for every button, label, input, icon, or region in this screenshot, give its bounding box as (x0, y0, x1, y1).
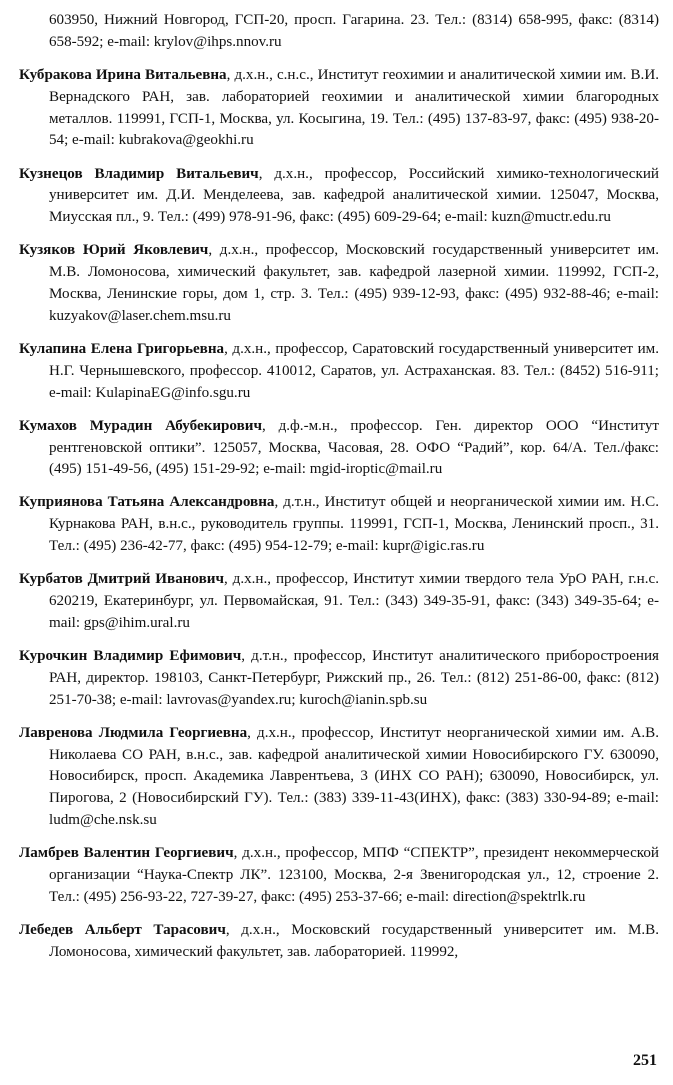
entry-continuation (19, 10, 659, 54)
entry-name: Курочкин Владимир Ефимович (19, 648, 242, 665)
page-number: 251 (633, 1052, 657, 1069)
entry-kulapina (19, 339, 659, 404)
entry-name: Кумахов Мурадин Абубекирович (19, 417, 262, 434)
entry-kumakhov (19, 416, 659, 481)
entry-name: Курбатов Дмитрий Иванович (19, 571, 224, 588)
entry-text: , д.х.н., профессор, Московский государственный университет им. М.В. Ломоносова, химический факультет, зав. кафедрой лазерной химии. 119992, ГСП-2, Москва, Ленинские горы, дом 1, стр. 3. Тел.: (495) 939-12-93, факс: (495) 932-88-46; e-mail: kuzyakov@laser.chem.msu.ru (49, 242, 659, 324)
entry-text: , д.х.н., профессор, Саратовский государственный университет им. Н.Г. Чернышевского, профессор. 410012, Саратов, ул. Астраханская. 83. Тел.: (8452) 516-911; e-mail: KulapinaEG@info.sgu.ru (49, 340, 659, 401)
entry-name: Куприянова Татьяна Александровна (19, 494, 275, 511)
entry-text: , д.х.н., с.н.с., Институт геохимии и аналитической химии им. В.И. Вернадского РАН, зав. лабораторией геохимии и аналитической химии благородных металлов. 119991, ГСП-1, Москва, ул. Косыгина, 19. Тел.: (495) 137-83-97, факс: (495) 938-20-54; e-mail: kubrakova@geokhi.ru (49, 66, 659, 149)
entry-lambrev (19, 843, 659, 908)
entry-name: Лавренова Людмила Георгиевна (19, 724, 248, 741)
entry-text: 603950, Нижний Новгород, ГСП-20, просп. Гагарина. 23. Тел.: (8314) 658-995, факс: (8314) 658-592; e-mail: krylov@ihps.nnov.ru (49, 12, 659, 50)
entry-lebedev (19, 920, 659, 964)
entry-name: Кулапина Елена Григорьевна (19, 340, 225, 357)
entry-kuzyakov (19, 240, 659, 327)
directory-entries (19, 10, 659, 975)
entry-name: Ламбрев Валентин Георгиевич (19, 845, 234, 862)
entry-name: Кузяков Юрий Яковлевич (19, 242, 209, 259)
entry-text: , д.х.н., профессор, Российский химико-технологический университет им. Д.И. Менделеева, зав. кафедрой аналитической химии. 125047, Москва, Миусская пл., 9. Тел.: (499) 978-91-96, факс: (495) 609-29-64; e-mail: kuzn@muctr.edu.ru (49, 165, 659, 226)
entry-kubrakova (19, 65, 659, 152)
entry-kuznetsov (19, 164, 659, 229)
entry-name: Кубракова Ирина Витальевна (19, 66, 227, 83)
entry-name: Кузнецов Владимир Витальевич (19, 165, 259, 182)
entry-text: , д.ф.-м.н., профессор. Ген. директор ООО “Институт рентгеновской оптики”. 125057, Москва, Часовая, 28. ОФО “Радий”, кор. 64/А. Тел./факс: (495) 151-49-56, (495) 151-29-92; e-mail: mgid-iroptic@mail.ru (49, 417, 659, 478)
entry-text: , д.х.н., Московский государственный университет им. М.В. Ломоносова, химический факультет, зав. лабораторией. 119992, (49, 921, 660, 960)
entry-text: , д.х.н., профессор, Институт неорганической химии им. А.В. Николаева СО РАН, в.н.с., зав. кафедрой аналитической химии Новосибирского ГУ. 630090, Новосибирск, просп. Академика Лаврентьева, 3 (ИНХ СО РАН); 630090, Новосибирск, ул. Пирогова, 2 (Новосибирский ГУ). Тел.: (383) 339-11-43(ИНХ), факс: (383) 330-94-89; e-mail: ludm@che.nsk.su (49, 724, 659, 829)
entry-lavrenova (19, 723, 659, 832)
entry-kurochkin (19, 646, 659, 711)
entry-text: , д.т.н., профессор, Институт аналитического приборостроения РАН, директор. 198103, Санкт-Петербург, Рижский пр., 26. Тел.: (812) 251-86-00, факс: (812) 251-70-38; e-mail: lavrovas@yandex.ru; kuroch@ianin.spb.su (49, 648, 660, 708)
entry-text: , д.х.н., профессор, МПФ “СПЕКТР”, президент некоммерческой организации “Наука-Спектр ЛК”. 123100, Москва, 2-я Звенигородская ул., 12, строение 2. Тел.: (495) 256-93-22, 727-39-27, факс: (495) 253-37-66; e-mail: direction@spektrlk.ru (49, 845, 659, 905)
entry-name: Лебедев Альберт Тарасович (19, 921, 226, 938)
entry-text: , д.х.н., профессор, Институт химии твердого тела УрО РАН, г.н.с. 620219, Екатеринбург, ул. Первомайская, 91. Тел.: (343) 349-35-91, факс: (343) 349-35-64; e-mail: gps@ihim.ural.ru (49, 571, 659, 631)
entry-kurbatov (19, 569, 659, 634)
entry-text: , д.т.н., Институт общей и неорганической химии им. Н.С. Курнакова РАН, в.н.с., руководитель группы. 119991, ГСП-1, Москва, Ленинский просп., 31. Тел.: (495) 236-42-77, факс: (495) 954-12-79; e-mail: kupr@igic.ras.ru (49, 494, 659, 555)
entry-kupriyanova (19, 492, 659, 557)
